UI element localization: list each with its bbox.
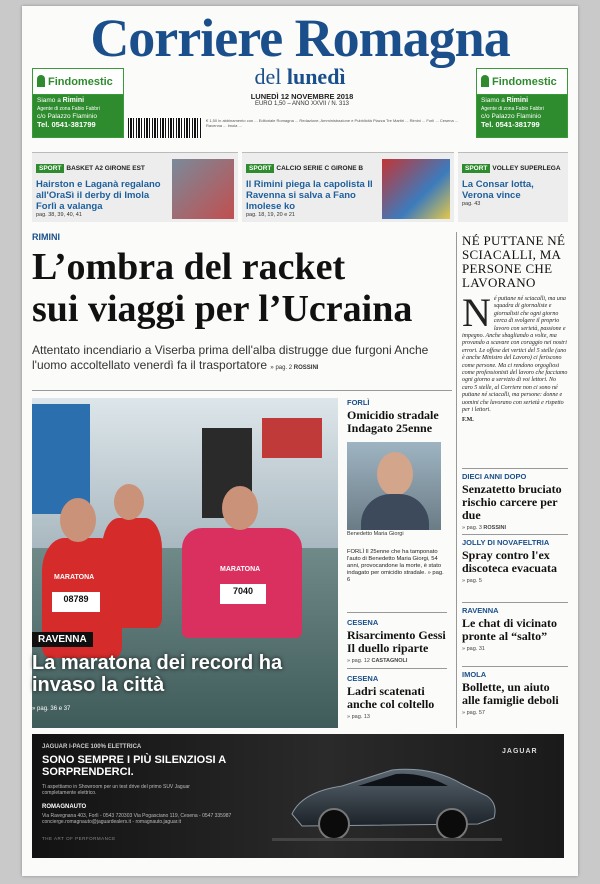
runner	[102, 518, 162, 628]
divider	[32, 390, 452, 391]
story-novafeltria[interactable]: JOLLY DI NOVAFELTRIA Spray contro l'ex discoteca evacuata » pag. 5	[462, 538, 557, 584]
section-sub: VOLLEY SUPERLEGA	[492, 165, 561, 172]
story-cesena-gessi[interactable]: CESENA Risarcimento Gessi Il duello riparte » pag. 12 CASTAGNOLI	[347, 618, 446, 664]
story-ravenna-chat[interactable]: RAVENNA Le chat di vicinato pronte al “salto” » pag. 31	[462, 606, 557, 652]
story-dieci-anni[interactable]: DIECI ANNI DOPO Senzatetto bruciato rischio carcere per due » pag. 3 ROSSINI	[462, 472, 562, 531]
findomestic-ad-left[interactable]	[32, 68, 124, 138]
main-deck: Attentato incendiario a Viserba prima dell'alba distrugge due furgoni Anche l'uomo accoltellato venerdì fa il trasportatore » pag. 2 ROSSINI	[32, 343, 429, 372]
teaser-headline: Hairston e Laganà regalano all'OraSì il derby di Imola Forlì a valanga	[36, 179, 161, 212]
ad-address: Via Ravegnana 403, Forlì - 0543 720303 Via Pogasciano 119, Cesena - 0547 335987 concierge.romagnauto@jaguardealers.it - romagnauto.jaguar.it	[42, 813, 232, 825]
sport-teaser-volley[interactable]	[458, 152, 568, 222]
page-ref: pag. 43	[462, 201, 481, 207]
main-headline[interactable]: L’ombra del racket sui viaggi per l’Ucraina	[32, 246, 413, 330]
story-body: FORLÌ Il 25enne che ha tamponato l'auto di Benedetto Maria Giorgi, 54 anni, provocandone la morte, è stato indagato per omicidio stradale. » pag. 6	[347, 549, 444, 583]
sport-teaser-basket[interactable]	[32, 152, 238, 222]
barcode	[128, 118, 202, 138]
race-bib: 08789	[52, 592, 100, 612]
section-sub: BASKET A2 GIRONE EST	[66, 165, 145, 172]
ad-dealer: ROMAGNAUTO	[42, 804, 87, 810]
photo-caption: Benedetto Maria Giorgi	[347, 531, 404, 537]
newspaper-logo[interactable]: Corriere Romagna	[90, 8, 510, 68]
ad-slogan: SONO SEMPRE I PIÙ SILENZIOSI A SORPRENDERCI.	[42, 754, 226, 778]
race-bib: 7040	[220, 584, 266, 604]
teaser-headline: Il Rimini piega la capolista Il Ravenna si salva a Fano Imolese ko	[246, 179, 373, 212]
story-imola[interactable]: IMOLA Bollette, un aiuto alle famiglie deboli » pag. 57	[462, 670, 559, 716]
main-kicker: RIMINI	[32, 232, 60, 242]
photo-kicker: RAVENNA	[32, 632, 93, 647]
page-ref: pag. 18, 19, 20 e 21	[246, 212, 295, 218]
section-tag: SPORT	[246, 164, 274, 173]
calcio-photo	[382, 159, 450, 219]
ad-tagline: THE ART OF PERFORMANCE	[42, 836, 116, 841]
ad-body: Siamo a Rimini Agente di zona Fabio Fabbri c/o Palazzo Flaminio Tel. 0541-381799	[33, 95, 123, 137]
runner	[182, 528, 302, 638]
basket-photo	[172, 159, 234, 219]
story-cesena-ladri[interactable]: CESENA Ladri scatenati anche col coltello » pag. 13	[347, 674, 435, 720]
newspaper-page	[22, 6, 578, 876]
editorial[interactable]	[462, 234, 568, 424]
masthead	[22, 6, 578, 146]
editorial-body: Né puttane né sciacalli, ma una squadra di giornaliste e giornalisti che ogni giorno cerca di svolgere il proprio lavoro con serietà, passione e impegno. Anche sbagliando a volte, ma provando a scavare con coraggio nei nostri errori. Le offese dei vertici del 5 stelle (uno è anche Ministro del Lavoro) ci feriscono come persone. Ma ci rendono orgogliosi come professionisti del lavoro che facciamo ogni giorno a servizio di voi lettori. No caro 5 stelle, al Corriere non ci sono né puttane né sciacalli, ma persone: donne e uomini che lavorano con serietà e rispetto per i lettori. F.M.	[462, 290, 568, 423]
issue-price: EURO 1,50 – ANNO XXVII / N. 313	[254, 101, 350, 107]
portrait-photo	[347, 442, 441, 530]
findomestic-logo: Findomestic	[477, 69, 567, 95]
photo-headline[interactable]: La maratona dei record ha invaso la città	[32, 652, 283, 696]
findomestic-logo: Findomestic	[33, 69, 123, 95]
sport-teaser-calcio[interactable]	[242, 152, 454, 222]
shirt-text: MARATONA	[54, 574, 95, 581]
findomestic-ad-right[interactable]	[476, 68, 568, 138]
publisher-fineprint: € 1,50 in abbinamento con ... Editoriale Romagna ... Redazione, Amministrazione e Pubblicità Piazza Tre Martiri ... Rimini ... Forlì ... Cesena ... Ravenna ... Imola ...	[206, 118, 459, 128]
shirt-text: MARATONA	[220, 566, 261, 573]
jaguar-logo: JAGUAR	[502, 748, 538, 755]
ad-body: Siamo a Rimini Agente di zona Fabio Fabbri c/o Palazzo Flaminio Tel. 0541-381799	[477, 95, 567, 137]
person-icon	[37, 75, 45, 87]
ad-invite: Ti aspettiamo in Showroom per un test drive del primo SUV Jaguar completamente elettrico.	[42, 784, 190, 796]
edition-name: lunedì	[286, 64, 346, 89]
page-ref: pag. 38, 39, 40, 41	[36, 212, 82, 218]
teaser-headline: La Consar lotta, Verona vince	[462, 179, 534, 201]
ad-model: JAGUAR I-PACE 100% ELETTRICA	[42, 744, 142, 750]
section-tag: SPORT	[36, 164, 64, 173]
section-tag: SPORT	[462, 164, 490, 173]
editorial-headline: NÉ PUTTANE NÉ SCIACALLI, MA PERSONE CHE LAVORANO	[462, 233, 566, 290]
photo-page-ref: » pag. 36 e 37	[32, 706, 71, 712]
jaguar-ad[interactable]	[32, 734, 564, 858]
person-icon	[481, 75, 489, 87]
edition-prefix: del	[254, 64, 282, 89]
story-forli[interactable]: FORLÌ Omicidio stradale Indagato 25enne	[347, 398, 439, 435]
car-icon	[272, 752, 502, 848]
issue-date: LUNEDÌ 12 NOVEMBRE 2018	[250, 92, 354, 101]
section-sub: CALCIO SERIE C GIRONE B	[276, 165, 364, 172]
